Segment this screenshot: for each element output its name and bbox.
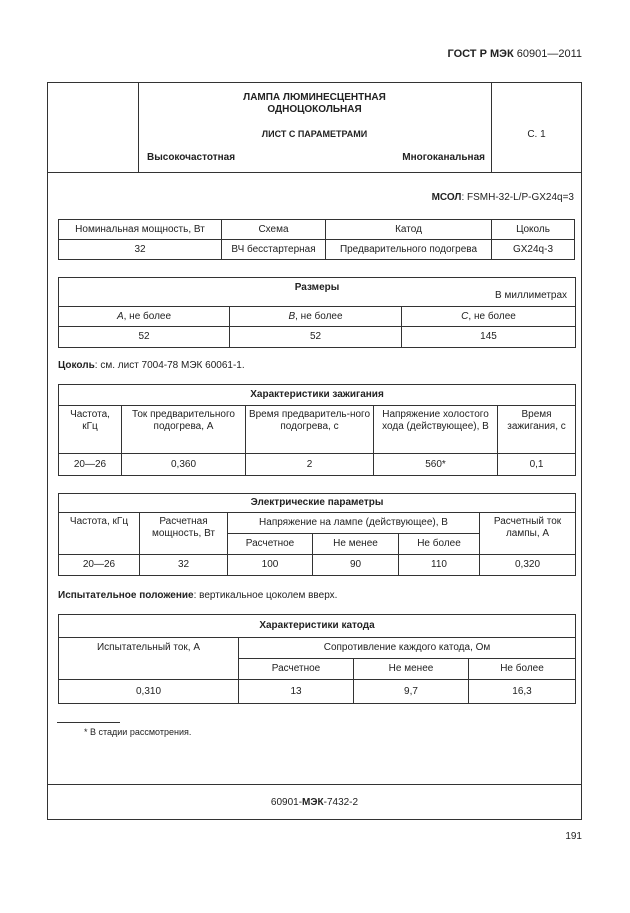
footnote: * В стадии рассмотрения. [84, 727, 192, 737]
cell: 52 [59, 327, 230, 348]
subheader-cell: Не менее [313, 534, 399, 555]
sheet-title-line1: ЛАМПА ЛЮМИНЕСЦЕНТНАЯ [243, 92, 386, 103]
page-number: 191 [565, 831, 582, 842]
subheader-cell: Расчетное [228, 534, 313, 555]
header-cell: Испытательный ток, А [59, 638, 239, 680]
mcol-designation [432, 192, 574, 203]
cell: 2 [246, 454, 374, 476]
table-row [59, 680, 576, 704]
cell: 100 [228, 555, 313, 576]
cell: 32 [140, 555, 228, 576]
standard-header [447, 48, 582, 60]
test-position-text: : вертикальное цоколем вверх. [193, 590, 338, 601]
table-row [59, 454, 576, 476]
cathode-table [58, 614, 576, 704]
mcol-value: : FSMH-32-L/P-GX24q=3 [461, 192, 574, 203]
standard-header-number: 60901—2011 [516, 48, 582, 60]
table-title: Характеристики катода [59, 615, 576, 638]
header-cell: Цоколь [492, 220, 575, 240]
header-cell: Схема [222, 220, 326, 240]
mcol-label: МСОЛ [431, 192, 462, 203]
header-cell: Время зажигания, с [498, 406, 576, 454]
cell: 52 [230, 327, 402, 348]
cell: 0,310 [59, 680, 239, 704]
sheet-title-line2: ОДНОЦОКОЛЬНАЯ [267, 104, 362, 115]
header-cell: Расчетная мощность, Вт [140, 513, 228, 555]
cell: 560* [374, 454, 498, 476]
cell: 20—26 [59, 555, 140, 576]
table-row [59, 327, 576, 348]
subheader-cell: Не менее [354, 659, 469, 680]
table-header-row [59, 638, 576, 659]
cell: 110 [399, 555, 480, 576]
subheader-cell: Расчетное [239, 659, 354, 680]
cell: 20—26 [59, 454, 122, 476]
sheet-code: 60901-МЭК-7432-2 [270, 797, 359, 808]
dimensions-table [58, 277, 576, 348]
cell: ВЧ бесстартерная [222, 240, 326, 260]
sheet-subtitle: ЛИСТ С ПАРАМЕТРАМИ [261, 129, 368, 139]
header-cell: A, не более [59, 307, 230, 327]
table-title: Размеры [294, 282, 340, 293]
table-title: Электрические параметры [59, 494, 576, 513]
header-cell: Частота, кГц [59, 406, 122, 454]
cell: 90 [313, 555, 399, 576]
header-cell: Время предваритель-ного подогрева, с [246, 406, 374, 454]
header-cell: Напряжение на лампе (действующее), В [228, 513, 480, 534]
header-cell: B, не более [230, 307, 402, 327]
cell: GX24q-3 [492, 240, 575, 260]
cell: 13 [239, 680, 354, 704]
cell: 0,320 [480, 555, 576, 576]
test-position-note [58, 590, 337, 601]
base-note-label: Цоколь [58, 360, 95, 371]
header-cell: Расчетный ток лампы, А [480, 513, 576, 555]
header-cell: Сопротивление каждого катода, Ом [239, 638, 576, 659]
general-table [58, 219, 575, 260]
header-cell: Напряжение холостого хода (действующее), В [374, 406, 498, 454]
footnote-rule [57, 722, 120, 723]
footer-divider [47, 784, 582, 785]
subheader-cell: Не более [469, 659, 576, 680]
table-row [59, 555, 576, 576]
table-title: Характеристики зажигания [59, 385, 576, 406]
header-divider [47, 172, 582, 173]
table-header-row [59, 307, 576, 327]
test-position-label: Испытательное положение [58, 590, 194, 601]
table-row [59, 240, 575, 260]
type-left-label: Высокочастотная [147, 152, 236, 163]
ignition-table [58, 384, 576, 476]
unit-label: В миллиметрах [495, 290, 568, 301]
electrical-table [58, 493, 576, 576]
cell: 9,7 [354, 680, 469, 704]
dimensions-title-cell [59, 278, 576, 307]
cell: 0,1 [498, 454, 576, 476]
cell: 16,3 [469, 680, 576, 704]
table-header-row [59, 513, 576, 534]
cell: 145 [402, 327, 576, 348]
page-ref: С. 1 [527, 129, 546, 140]
header-cell: Частота, кГц [59, 513, 140, 555]
base-note [58, 360, 245, 371]
header-cell: Катод [326, 220, 492, 240]
cell: 0,360 [122, 454, 246, 476]
type-right-label: Многоканальная [402, 152, 485, 163]
sheet-title [138, 92, 491, 116]
table-header-row [59, 220, 575, 240]
base-note-text: : см. лист 7004-78 МЭК 60061-1. [94, 360, 245, 371]
subheader-cell: Не более [399, 534, 480, 555]
header-col-divider [491, 82, 492, 172]
header-cell: Номинальная мощность, Вт [59, 220, 222, 240]
standard-header-bold: ГОСТ Р МЭК [447, 48, 514, 60]
header-cell: C, не более [402, 307, 576, 327]
table-header-row [59, 406, 576, 454]
header-cell: Ток предварительного подогрева, А [122, 406, 246, 454]
cell: Предварительного подогрева [326, 240, 492, 260]
cell: 32 [59, 240, 222, 260]
